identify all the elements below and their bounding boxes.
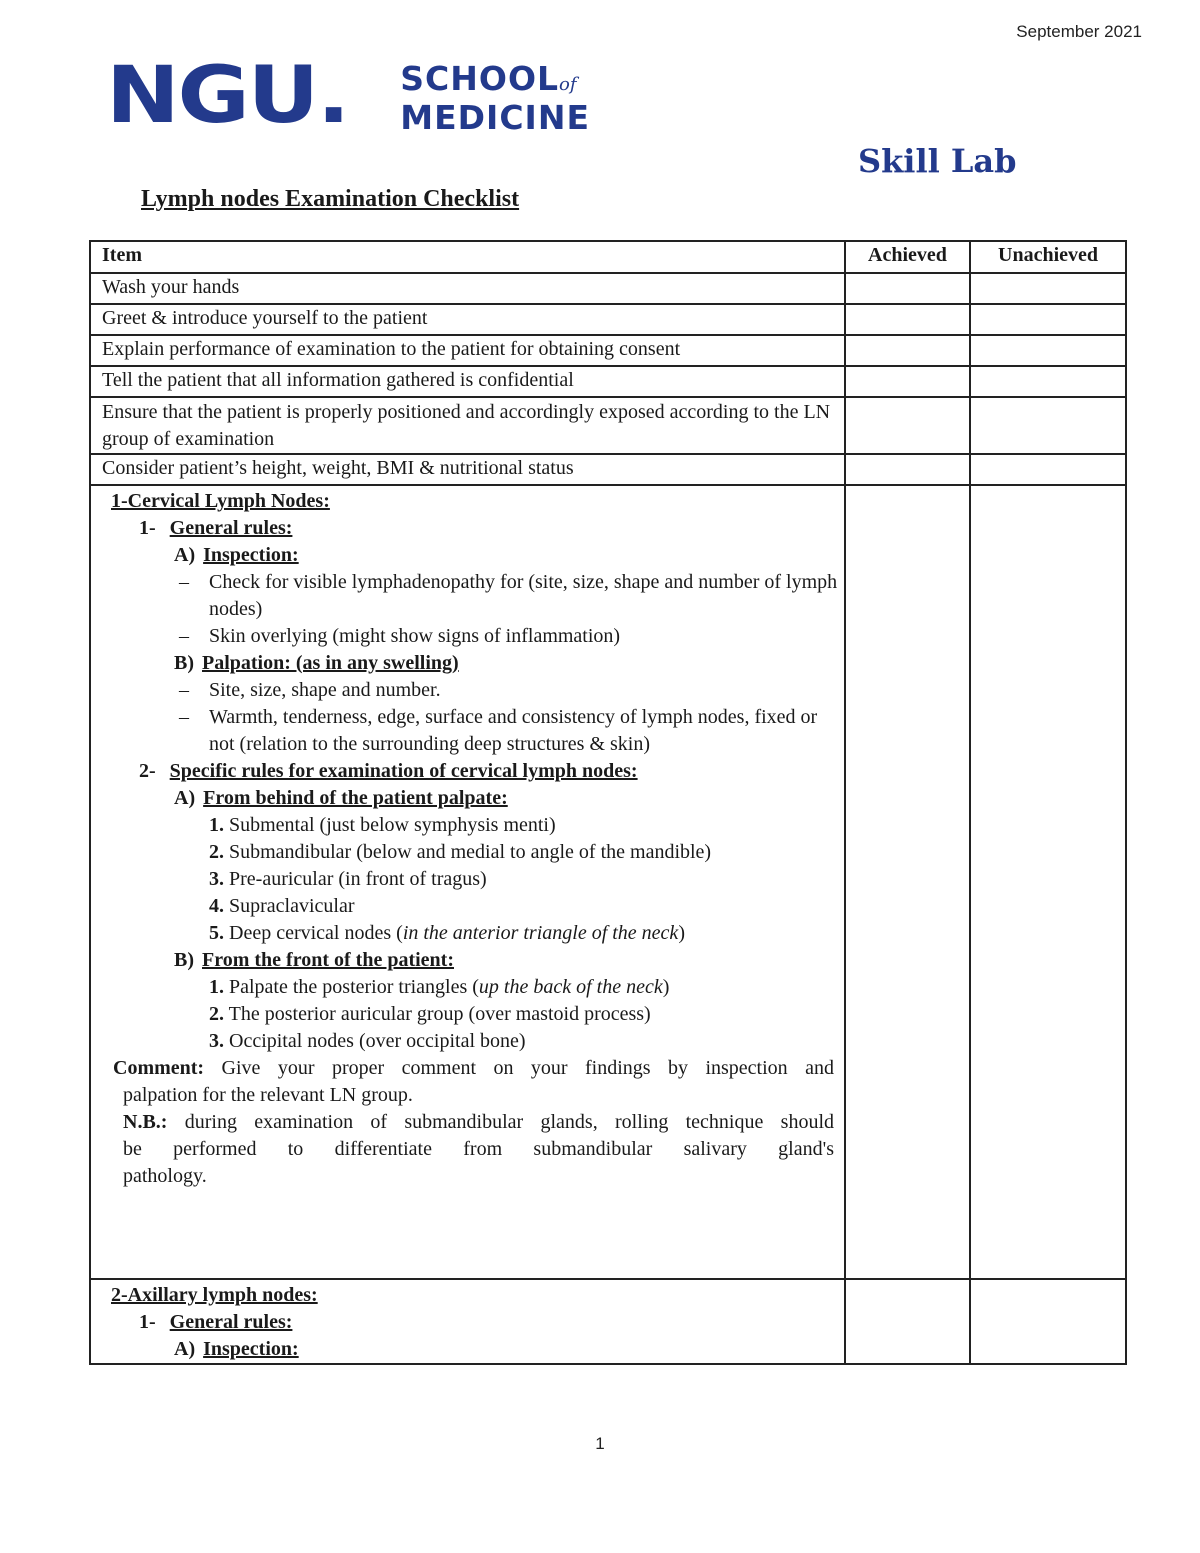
list-item: 3. Pre-auricular (in front of tragus) <box>209 868 487 890</box>
inspection-heading: A) Inspection: <box>174 544 299 566</box>
table-row-cervical <box>90 485 1126 1279</box>
table-row <box>90 273 1126 304</box>
achieved-cell[interactable] <box>845 485 970 1279</box>
logo-of-word: of <box>559 74 577 95</box>
column-header-unachieved: Unachieved <box>970 241 1126 273</box>
list-item: 4. Supraclavicular <box>209 895 355 917</box>
from-behind-heading: A) From behind of the patient palpate: <box>174 787 508 809</box>
nb-line: be performed to differentiate from submandibular salivary gland's <box>123 1138 834 1160</box>
unachieved-cell[interactable] <box>970 273 1126 304</box>
list-item: 5. Deep cervical nodes (in the anterior triangle of the neck) <box>209 922 685 944</box>
unachieved-cell[interactable] <box>970 366 1126 397</box>
logo-medicine-word: MEDICINE <box>400 98 590 137</box>
logo-school-text <box>400 59 590 137</box>
from-front-heading: B) From the front of the patient: <box>174 949 454 971</box>
table-row <box>90 397 1126 454</box>
table-row <box>90 454 1126 485</box>
axillary-heading: 2-Axillary lymph nodes: <box>111 1284 318 1306</box>
table-row-axillary <box>90 1279 1126 1364</box>
unachieved-cell[interactable] <box>970 304 1126 335</box>
nb-line: pathology. <box>123 1165 207 1187</box>
item-cell: Ensure that the patient is properly positioned and accordingly exposed according to the LN group of examination <box>90 397 845 454</box>
list-item: 2. The posterior auricular group (over mastoid process) <box>209 1003 651 1025</box>
ngu-logo <box>106 51 590 141</box>
item-cell: Consider patient’s height, weight, BMI & nutritional status <box>90 454 845 485</box>
general-rules-heading: 1- General rules: <box>139 517 293 539</box>
comment-line: Comment: Give your proper comment on your findings by inspection and <box>113 1057 834 1079</box>
unachieved-cell[interactable] <box>970 485 1126 1279</box>
achieved-cell[interactable] <box>845 397 970 454</box>
unachieved-cell[interactable] <box>970 335 1126 366</box>
achieved-cell[interactable] <box>845 304 970 335</box>
item-cell: Explain performance of examination to the patient for obtaining consent <box>90 335 845 366</box>
achieved-cell[interactable] <box>845 366 970 397</box>
column-header-item: Item <box>90 241 845 273</box>
list-item: – Skin overlying (might show signs of inflammation) <box>179 625 621 647</box>
item-cell: Tell the patient that all information gathered is confidential <box>90 366 845 397</box>
list-item: 1. Submental (just below symphysis menti) <box>209 814 556 836</box>
cervical-heading: 1-Cervical Lymph Nodes: <box>111 490 330 512</box>
achieved-cell[interactable] <box>845 273 970 304</box>
page-number: 1 <box>595 1434 605 1453</box>
item-cell: Wash your hands <box>90 273 845 304</box>
achieved-cell[interactable] <box>845 1279 970 1364</box>
unachieved-cell[interactable] <box>970 1279 1126 1364</box>
list-item: 3. Occipital nodes (over occipital bone) <box>209 1030 526 1052</box>
comment-line: palpation for the relevant LN group. <box>123 1084 413 1106</box>
list-item: 1. Palpate the posterior triangles (up the back of the neck) <box>209 976 670 998</box>
unachieved-cell[interactable] <box>970 397 1126 454</box>
logo-school-word: SCHOOL <box>400 59 560 98</box>
palpation-heading: B) Palpation: (as in any swelling) <box>174 652 459 674</box>
list-item: – Warmth, tenderness, edge, surface and consistency of lymph nodes, fixed or not (relation to the surrounding deep structures & skin) <box>179 706 818 755</box>
checklist-table <box>89 240 1127 1365</box>
inspection-heading: A) Inspection: <box>174 1338 299 1360</box>
list-item: 2. Submandibular (below and medial to angle of the mandible) <box>209 841 712 863</box>
nb-line: N.B.: during examination of submandibular glands, rolling technique should <box>123 1111 834 1133</box>
table-row <box>90 304 1126 335</box>
list-item: – Site, size, shape and number. <box>179 679 441 701</box>
list-item: – Check for visible lymphadenopathy for (site, size, shape and number of lymph nodes) <box>179 571 838 620</box>
table-header-row <box>90 241 1126 273</box>
page-title: Lymph nodes Examination Checklist <box>141 186 520 212</box>
logo-mark: NGU. <box>106 51 349 141</box>
table-row <box>90 335 1126 366</box>
unachieved-cell[interactable] <box>970 454 1126 485</box>
achieved-cell[interactable] <box>845 335 970 366</box>
item-cell: Greet & introduce yourself to the patient <box>90 304 845 335</box>
axillary-section <box>90 1279 845 1364</box>
column-header-achieved: Achieved <box>845 241 970 273</box>
skill-lab-label: Skill Lab <box>858 142 1017 180</box>
cervical-section <box>90 485 845 1279</box>
table-row <box>90 366 1126 397</box>
general-rules-heading: 1- General rules: <box>139 1311 293 1333</box>
achieved-cell[interactable] <box>845 454 970 485</box>
specific-rules-heading: 2- Specific rules for examination of cervical lymph nodes: <box>139 760 638 782</box>
document-date: September 2021 <box>1016 22 1142 41</box>
